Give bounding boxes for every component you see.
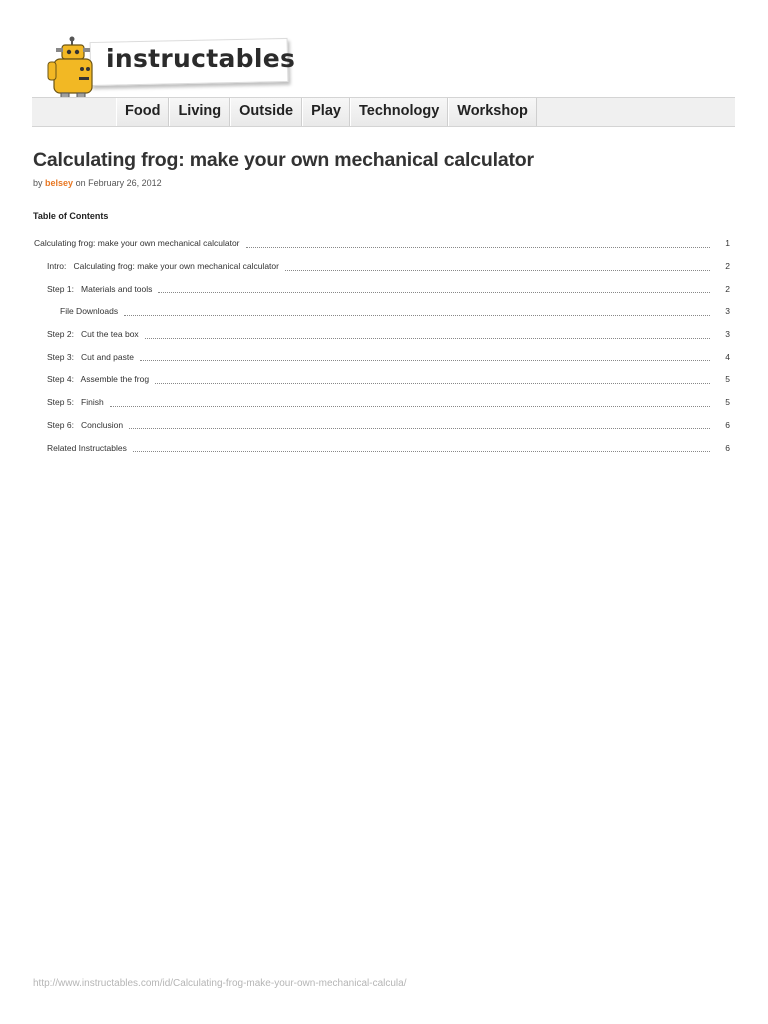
toc-dot-leader: [124, 314, 710, 316]
toc-entry-page: 1: [710, 238, 730, 248]
toc-entry[interactable]: [33, 300, 730, 323]
toc-dot-leader: [158, 291, 710, 293]
toc-entry[interactable]: [33, 232, 730, 255]
toc-entry-page: 5: [710, 397, 730, 407]
toc-entry-label[interactable]: Calculating frog: make your own mechanical calculator: [34, 238, 246, 248]
toc-heading: Table of Contents: [33, 211, 109, 221]
nav-outside[interactable]: Outside: [230, 98, 302, 126]
toc-entry-label[interactable]: Step 4: Assemble the frog: [47, 374, 155, 384]
toc-entry[interactable]: [33, 277, 730, 300]
toc-entry-label[interactable]: Step 6: Conclusion: [47, 420, 129, 430]
toc-entry-page: 2: [710, 284, 730, 294]
toc-entry-page: 6: [710, 420, 730, 430]
nav-living[interactable]: Living: [169, 98, 230, 126]
toc-dot-leader: [285, 269, 710, 271]
toc-entry[interactable]: [33, 414, 730, 437]
nav-food[interactable]: Food: [116, 98, 169, 126]
page-title: Calculating frog: make your own mechanical calculator: [33, 149, 534, 171]
toc-entry-label[interactable]: File Downloads: [60, 306, 124, 316]
toc-entry-page: 4: [710, 352, 730, 362]
nav-technology[interactable]: Technology: [350, 98, 448, 126]
nav-workshop[interactable]: Workshop: [448, 98, 537, 126]
publish-date: on February 26, 2012: [75, 178, 162, 188]
author-link[interactable]: belsey: [45, 178, 74, 188]
toc-entry-page: 3: [710, 306, 730, 316]
toc-entry[interactable]: [33, 368, 730, 391]
toc-dot-leader: [246, 246, 710, 248]
toc-entry[interactable]: [33, 323, 730, 346]
byline: [33, 178, 162, 188]
toc-dot-leader: [110, 405, 710, 407]
toc-entry-label[interactable]: Step 1: Materials and tools: [47, 284, 158, 294]
toc-dot-leader: [155, 382, 710, 384]
toc-entry-page: 6: [710, 443, 730, 453]
toc-dot-leader: [133, 450, 710, 452]
toc-entry-label[interactable]: Step 3: Cut and paste: [47, 352, 140, 362]
nav-spacer: [32, 98, 116, 126]
toc-entry-label[interactable]: Step 2: Cut the tea box: [47, 329, 145, 339]
toc-entry[interactable]: [33, 391, 730, 414]
toc-entry[interactable]: [33, 436, 730, 459]
toc-entry-label[interactable]: Related Instructables: [47, 443, 133, 453]
nav-play[interactable]: Play: [302, 98, 350, 126]
toc-dot-leader: [140, 359, 710, 361]
toc-dot-leader: [129, 427, 710, 429]
toc-entry-page: 3: [710, 329, 730, 339]
category-nav: [32, 97, 735, 127]
logo-text[interactable]: instructables: [106, 44, 296, 73]
table-of-contents: [33, 232, 730, 459]
toc-entry-label[interactable]: Intro: Calculating frog: make your own mechanical calculator: [47, 261, 285, 271]
toc-entry-label[interactable]: Step 5: Finish: [47, 397, 110, 407]
site-header: [0, 0, 768, 130]
toc-entry-page: 2: [710, 261, 730, 271]
byline-prefix: by: [33, 178, 43, 188]
toc-entry-page: 5: [710, 374, 730, 384]
toc-entry[interactable]: [33, 255, 730, 278]
toc-entry[interactable]: [33, 345, 730, 368]
footer-url[interactable]: http://www.instructables.com/id/Calculating-frog-make-your-own-mechanical-calcula/: [33, 978, 407, 989]
toc-dot-leader: [145, 337, 710, 339]
